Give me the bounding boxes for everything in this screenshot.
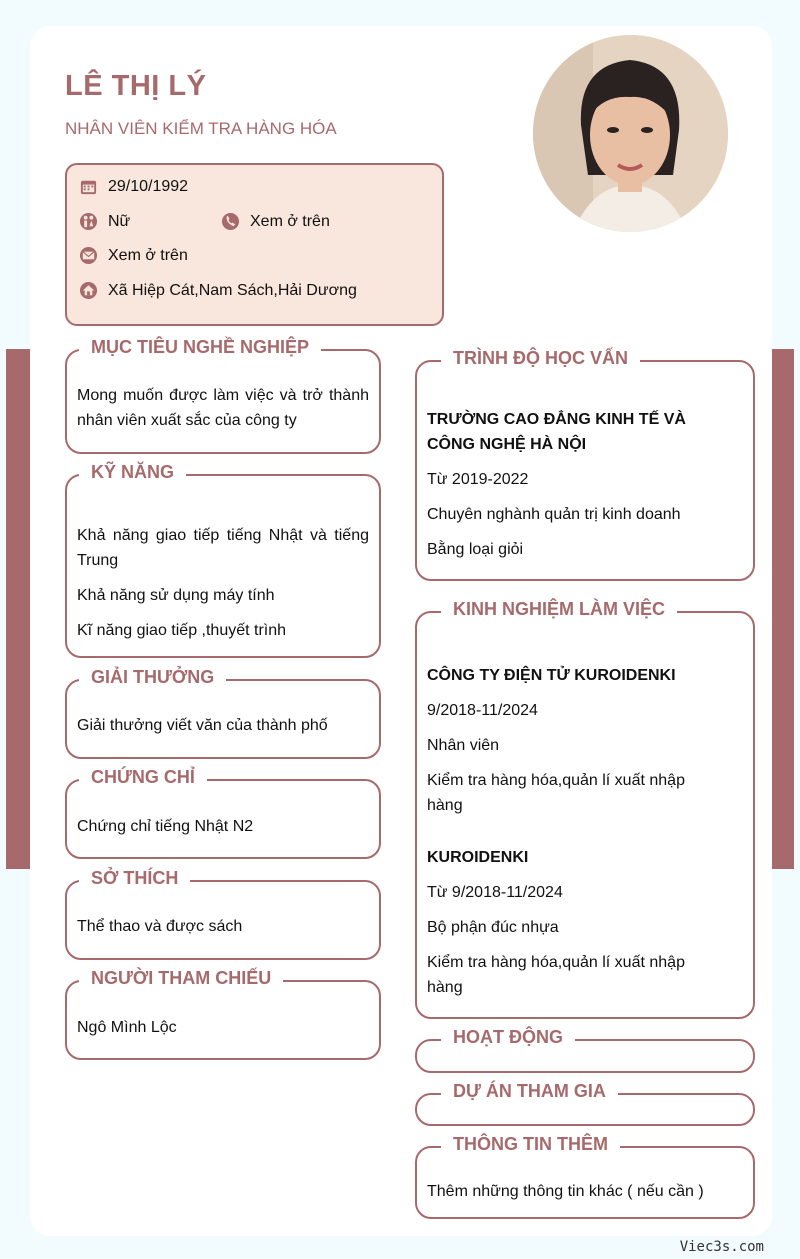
home-icon bbox=[79, 281, 98, 300]
activities-section bbox=[415, 1027, 755, 1073]
phone-value: Xem ở trên bbox=[250, 212, 330, 230]
awards-section bbox=[65, 667, 381, 759]
references-title: NGƯỜI THAM CHIẾU bbox=[79, 968, 283, 989]
skills-section bbox=[65, 462, 381, 658]
email-value: Xem ở trên bbox=[108, 246, 188, 264]
job-position: Bộ phận đúc nhựa bbox=[427, 919, 559, 936]
projects-section bbox=[415, 1081, 755, 1126]
awards-text: Giải thưởng viết văn của thành phố bbox=[77, 717, 328, 734]
job-company: CÔNG TY ĐIỆN TỬ KUROIDENKI bbox=[427, 667, 676, 684]
education-title: TRÌNH ĐỘ HỌC VẤN bbox=[441, 348, 640, 369]
certificates-section bbox=[65, 767, 381, 859]
objective-text: Mong muốn được làm việc và trở thành nhân viên xuất sắc của công ty bbox=[77, 387, 369, 429]
profile-photo bbox=[533, 35, 728, 232]
candidate-role: NHÂN VIÊN KIỂM TRA HÀNG HÓA bbox=[65, 119, 337, 138]
skill-item: Khả năng sử dụng máy tính bbox=[77, 587, 275, 604]
experience-body bbox=[427, 663, 713, 1010]
job-period: Từ 9/2018-11/2024 bbox=[427, 884, 563, 901]
education-degree: Bằng loại giỏi bbox=[427, 541, 524, 558]
education-period: Từ 2019-2022 bbox=[427, 471, 529, 488]
awards-title: GIẢI THƯỞNG bbox=[79, 667, 226, 688]
gender-value: Nữ bbox=[108, 212, 131, 230]
right-accent-band bbox=[770, 349, 794, 869]
education-body bbox=[427, 407, 693, 572]
projects-title: DỰ ÁN THAM GIA bbox=[441, 1081, 618, 1102]
skill-item: Khả năng giao tiếp tiếng Nhật và tiếng Trung bbox=[77, 527, 369, 569]
gender-icon bbox=[79, 212, 98, 231]
contact-gender-row bbox=[79, 212, 130, 231]
education-major: Chuyên nghành quản trị kinh doanh bbox=[427, 506, 681, 523]
job-position: Nhân viên bbox=[427, 737, 500, 754]
skills-list bbox=[77, 523, 379, 653]
hobbies-section bbox=[65, 868, 381, 960]
more-info-section bbox=[415, 1134, 755, 1219]
contact-address-row bbox=[79, 281, 357, 300]
skills-title: KỸ NĂNG bbox=[79, 462, 186, 483]
job-company: KUROIDENKI bbox=[427, 849, 529, 866]
references-text: Ngô Mình Lộc bbox=[77, 1019, 177, 1036]
watermark: Viec3s.com bbox=[679, 1239, 764, 1255]
hobbies-title: SỞ THÍCH bbox=[79, 868, 190, 889]
hobbies-text: Thể thao và được sách bbox=[77, 918, 243, 935]
calendar-icon bbox=[79, 177, 98, 196]
objective-title: MỤC TIÊU NGHỀ NGHIỆP bbox=[79, 337, 321, 358]
phone-icon bbox=[221, 212, 240, 231]
school-name: TRƯỜNG CAO ĐẲNG KINH TẾ VÀ CÔNG NGHỆ HÀ NỘI bbox=[427, 411, 686, 453]
certificates-text: Chứng chỉ tiếng Nhật N2 bbox=[77, 818, 254, 835]
email-icon bbox=[79, 246, 98, 265]
contact-email-row bbox=[79, 246, 188, 265]
references-section bbox=[65, 968, 381, 1060]
job-period: 9/2018-11/2024 bbox=[427, 702, 538, 719]
contact-box bbox=[65, 163, 444, 326]
more-info-text: Thêm những thông tin khác ( nếu cần ) bbox=[427, 1183, 704, 1200]
job-description: Kiểm tra hàng hóa,quản lí xuất nhập hàng bbox=[427, 772, 685, 814]
contact-phone-row bbox=[221, 212, 330, 231]
left-accent-band bbox=[6, 349, 30, 869]
education-section bbox=[415, 348, 755, 581]
experience-section bbox=[415, 599, 755, 1019]
contact-birthday-row bbox=[79, 177, 188, 196]
certificates-title: CHỨNG CHỈ bbox=[79, 767, 207, 788]
skill-item: Kĩ năng giao tiếp ,thuyết trình bbox=[77, 622, 287, 639]
objective-section bbox=[65, 337, 381, 454]
birthday-value: 29/10/1992 bbox=[108, 177, 189, 195]
experience-title: KINH NGHIỆM LÀM VIỆC bbox=[441, 599, 677, 620]
activities-title: HOẠT ĐỘNG bbox=[441, 1027, 575, 1048]
candidate-name: LÊ THỊ LÝ bbox=[65, 70, 207, 102]
address-value: Xã Hiệp Cát,Nam Sách,Hải Dương bbox=[108, 281, 357, 299]
more-info-title: THÔNG TIN THÊM bbox=[441, 1134, 620, 1155]
job-description: Kiểm tra hàng hóa,quản lí xuất nhập hàng bbox=[427, 954, 685, 996]
